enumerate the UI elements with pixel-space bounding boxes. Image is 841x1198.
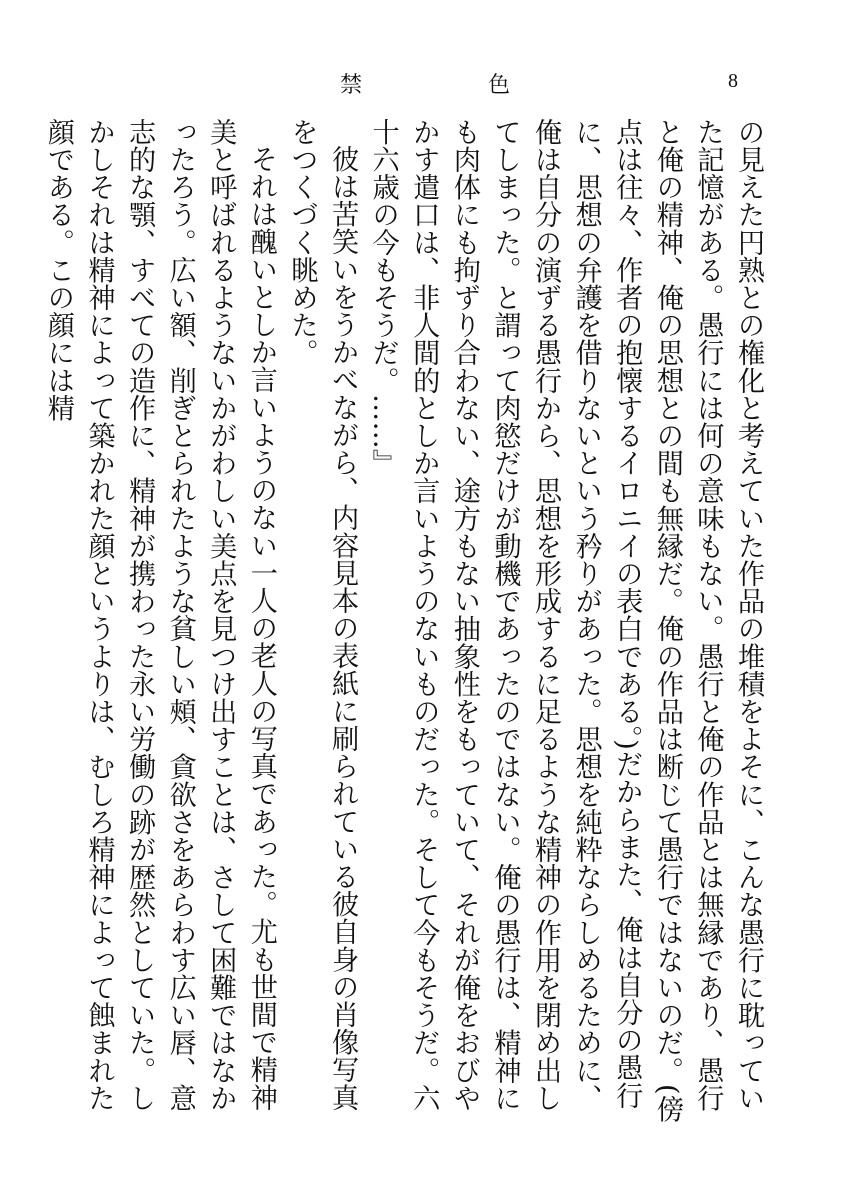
- running-title: [340, 68, 510, 99]
- page-number: 8: [728, 70, 738, 92]
- paragraph-3: それは醜いとしか言いようのない一人の老人の写真であった。尤も世間で精神美と呼ばれるようないかがわしい美点を見つけ出すことは、さして困難ではなかったろう。広い額、削ぎとられたような貧しい頰、貪欲さをあらわす広い唇、意志的な顎、すべての造作に、精神が携わった永い労働の跡が歴然としていた。しかしそれは精神によって築かれた顔というよりは、むしろ精神によって蝕まれた顔である。この顔には精: [42, 118, 277, 1112]
- paragraph-2: 彼は苦笑いをうかべながら、内容見本の表紙に刷られている彼自身の肖像写真をつくづく眺めた。: [286, 118, 359, 1112]
- body-text: [42, 118, 768, 1128]
- paragraph-1: の見えた円熟との権化と考えていた作品の堆積をよそに、こんな愚行に耽っていた記憶がある。愚行には何の意味もない。愚行と俺の作品とは無縁であり、愚行と俺の精神、俺の思想との間も無縁だ。俺の作品は断じて愚行ではないのだ。(傍点は往々、作者の抱懐するイロニイの表白である。)だからまた、俺は自分の愚行に、思想の弁護を借りないという矜りがあった。思想を純粋ならしめるために、俺は自分の演ずる愚行から、思想を形成するに足るような精神の作用を閉め出してしまった。と謂って肉慾だけが動機であったのではない。俺の愚行は、精神にも肉体にも拘ずり合わない、途方もない抽象性をもっていて、それが俺をおびやかす遣口は、非人間的としか言いようのないものだった。そして今もそうだ。六十六歳の今もそうだ。……』: [367, 118, 764, 1123]
- running-title-char-2: 色: [487, 73, 510, 98]
- running-title-char-1: 禁: [340, 73, 363, 98]
